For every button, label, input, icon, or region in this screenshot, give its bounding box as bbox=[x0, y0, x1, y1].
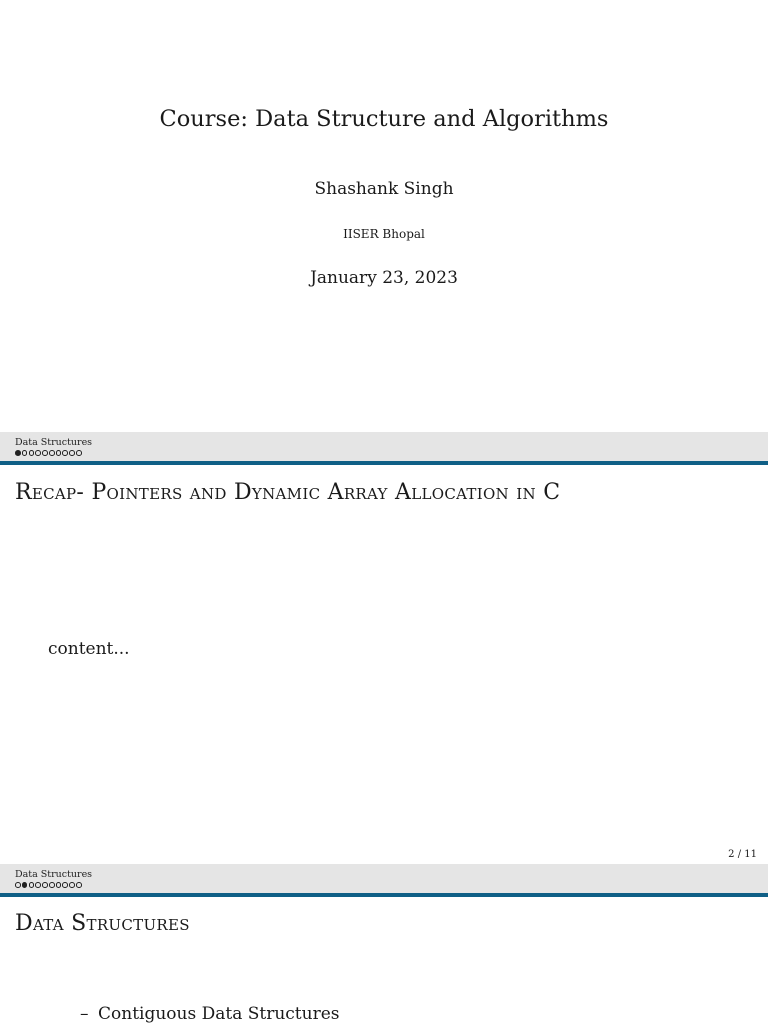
data-structures-slide bbox=[0, 864, 768, 1024]
frame-dot[interactable] bbox=[56, 450, 62, 456]
presentation-date: January 23, 2023 bbox=[310, 268, 458, 288]
frame-title: Recap- Pointers and Dynamic Array Allocation in C bbox=[15, 480, 561, 505]
slide-header bbox=[0, 864, 768, 893]
section-name[interactable]: Data Structures bbox=[15, 437, 93, 448]
frame-dot[interactable] bbox=[42, 450, 48, 456]
list-item-text: Contiguous Data Structures bbox=[98, 1004, 340, 1024]
frame-dot[interactable] bbox=[35, 450, 41, 456]
frame-dot[interactable] bbox=[15, 882, 21, 888]
frame-dot[interactable] bbox=[69, 450, 75, 456]
title-slide bbox=[0, 0, 768, 432]
frame-dot[interactable] bbox=[22, 450, 28, 456]
frame-dot[interactable] bbox=[76, 450, 82, 456]
frame-dot[interactable] bbox=[49, 882, 55, 888]
section-name[interactable]: Data Structures bbox=[15, 869, 93, 880]
course-title: Course: Data Structure and Algorithms bbox=[159, 106, 609, 132]
frame-title: Data Structures bbox=[15, 911, 190, 936]
frame-dot[interactable] bbox=[62, 450, 68, 456]
header-rule bbox=[0, 893, 768, 897]
frame-navigation-dots bbox=[15, 882, 82, 890]
author-name: Shashank Singh bbox=[314, 179, 454, 199]
frame-dot[interactable] bbox=[49, 450, 55, 456]
frame-dot[interactable] bbox=[42, 882, 48, 888]
frame-dot[interactable] bbox=[29, 882, 35, 888]
slide-header bbox=[0, 432, 768, 461]
frame-dot[interactable] bbox=[69, 882, 75, 888]
bullet-dash: – bbox=[80, 1004, 89, 1024]
institute-name: IISER Bhopal bbox=[343, 227, 425, 241]
page-number: 2 / 11 bbox=[728, 849, 757, 860]
list-item bbox=[80, 1003, 340, 1025]
header-rule bbox=[0, 461, 768, 465]
recap-slide bbox=[0, 432, 768, 864]
slide-body: content... bbox=[48, 639, 130, 659]
frame-dot[interactable] bbox=[76, 882, 82, 888]
frame-dot[interactable] bbox=[62, 882, 68, 888]
frame-dot[interactable] bbox=[29, 450, 35, 456]
frame-dot[interactable] bbox=[35, 882, 41, 888]
current-frame-dot[interactable] bbox=[15, 450, 21, 456]
frame-dot[interactable] bbox=[56, 882, 62, 888]
current-frame-dot[interactable] bbox=[22, 882, 28, 888]
frame-navigation-dots bbox=[15, 450, 82, 458]
